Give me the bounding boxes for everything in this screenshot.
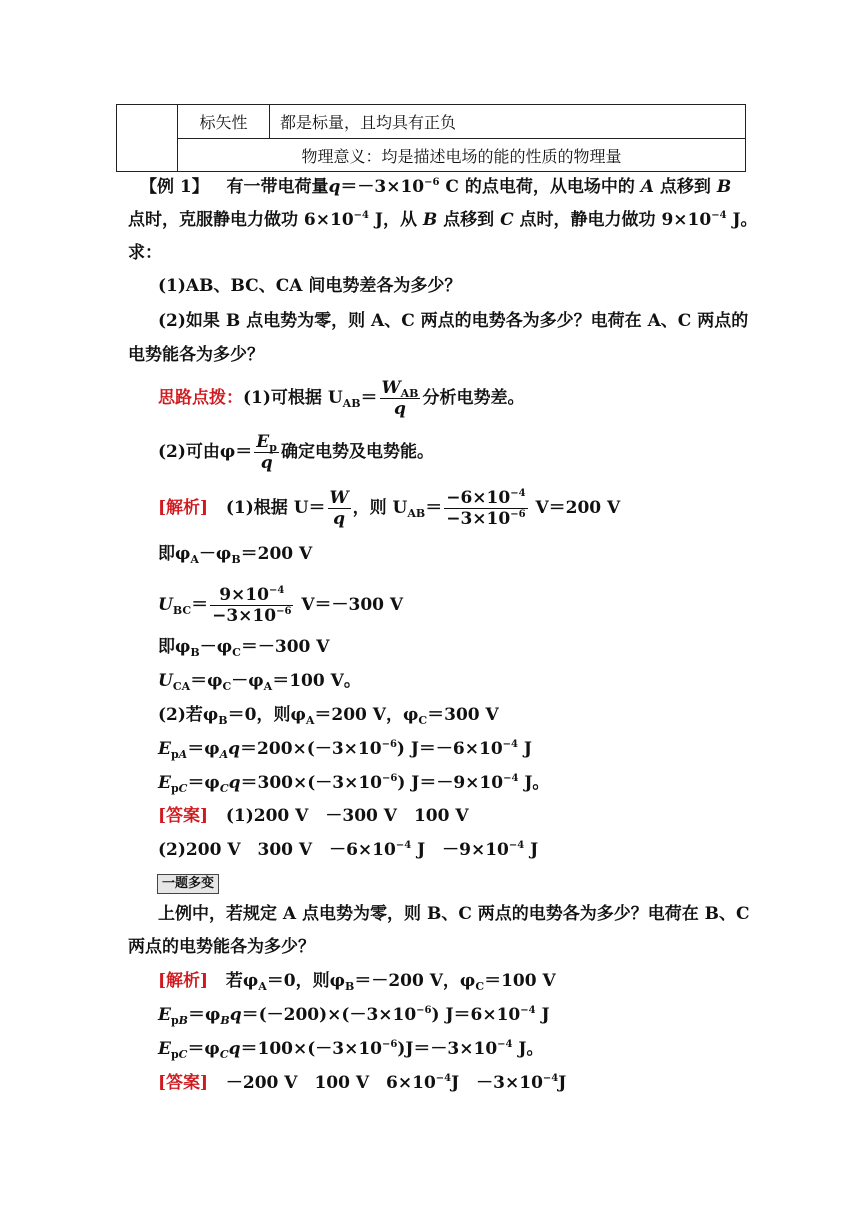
variant-line-1: 上例中，若规定 A 点电势为零，则 B、C 两点的电势各为多少？电荷在 B、C [158, 904, 750, 924]
fraction-w-q: $\frac{W}{q}$ [329, 488, 349, 529]
solution-label: [解析] [158, 498, 209, 518]
example-line-3: 求： [128, 243, 162, 263]
table-merged-cell [116, 104, 178, 172]
question-1: (1)AB、BC、CA 间电势差各为多少？ [158, 276, 462, 296]
solution-line-8: $E_{pC}=\varphi_Cq=300\times(-3\times 10^{-6})$ $J=-9\times 10^{-4}$ J。 [158, 773, 550, 795]
variant-answer-label: [答案] [158, 1073, 209, 1093]
hint-fraction-1: $\frac{W_{AB}}{q}$ [381, 378, 419, 419]
solution-line-3: $U_{BC}=$ $\frac{9\times 10^{-4}}{-3\times 10^{-6}}$ V＝－300 V [158, 585, 404, 626]
comparison-table [116, 104, 746, 172]
hint-label: 思路点拨： [158, 388, 243, 408]
variant-solution-1: [解析] 若$\varphi_A=0$，则$\varphi_B=-200$ V，$\varphi_C=100$ V [158, 971, 556, 993]
example-label: 【例 1】 [140, 177, 209, 197]
hint-line-2: (2)可由φ＝ $\frac{E_p}{q}$ 确定电势及电势能。 [158, 432, 434, 473]
fraction-uab: $\frac{-6\times 10^{-4}}{-3\times 10^{-6}}$ [446, 488, 526, 529]
example-line-1: 【例 1】 有一带电荷量$q=-3\times 10^{-6}$ C 的点电荷，从电场中的 A 点移到 B [140, 177, 732, 197]
solution-line-7: $E_{pA}=\varphi_Aq=200\times(-3\times 10^{-6})$ $J=-6\times 10^{-4}$ J [158, 739, 532, 761]
solution-line-6: (2)若$\varphi_B=0$，则$\varphi_A=200$ V，$\varphi_C=300$ V [158, 705, 499, 727]
variant-solution-3: $E_{pC}=\varphi_Cq=100\times(-3\times 10^{-6})J=-3\times 10^{-4}$ J。 [158, 1039, 544, 1061]
solution-line-1: [解析] (1)根据 U＝ $\frac{W}{q}$ ，则 $U_{AB}=$ $\frac{-6\times 10^{-4}}{-3\times 10^{-6}}$ V＝200 V [158, 488, 621, 529]
solution-line-5: $U_{CA}=\varphi_C-\varphi_A=100$ V。 [158, 671, 361, 693]
question-2: (2)如果 B 点电势为零，则 A、C 两点的电势各为多少？电荷在 A、C 两点的 [158, 311, 749, 331]
variant-answer: [答案] －200 V 100 V $6\times 10^{-4}J$ $-3\times 10^{-4}J$ [158, 1073, 567, 1093]
answer-line-1: [答案] (1)200 V －300 V 100 V [158, 806, 469, 826]
answer-line-2: (2)200 V 300 V $-6\times 10^{-4}$ J $-9\times 10^{-4}$ J [158, 840, 539, 860]
solution-line-2: 即$\varphi_A-\varphi_B=200$ V [158, 544, 313, 566]
hint-fraction-2: $\frac{E_p}{q}$ [256, 432, 277, 473]
answer-label: [答案] [158, 806, 209, 826]
hint-line-1: 思路点拨：(1)可根据 $U_{AB}=$ $\frac{W_{AB}}{q}$ 分析电势差。 [158, 378, 525, 419]
variant-solution-2: $E_{pB}=\varphi_Bq=(-200)\times(-3\times 10^{-6})$ $J=6\times 10^{-4}$ J [158, 1005, 550, 1027]
example-line-2: 点时，克服静电力做功 $6\times 10^{-4}$ J，从 B 点移到 C 点时，静电力做功 $9\times 10^{-4}$ J。 [128, 210, 758, 230]
solution-line-4: 即$\varphi_B-\varphi_C=-300$ V [158, 637, 330, 659]
variant-line-2: 两点的电势能各为多少？ [128, 937, 315, 957]
table-cell-wide: 物理意义：均是描述电场的能的性质的物理量 [177, 138, 746, 172]
fraction-ubc: $\frac{9\times 10^{-4}}{-3\times 10^{-6}}$ [212, 585, 292, 626]
variant-solution-label: [解析] [158, 971, 209, 991]
variant-tag: 一题多变 [157, 874, 219, 894]
table-cell-key: 标矢性 [177, 104, 270, 139]
table-cell-value: 都是标量，且均具有正负 [269, 104, 746, 139]
question-2-cont: 电势能各为多少？ [128, 345, 264, 365]
